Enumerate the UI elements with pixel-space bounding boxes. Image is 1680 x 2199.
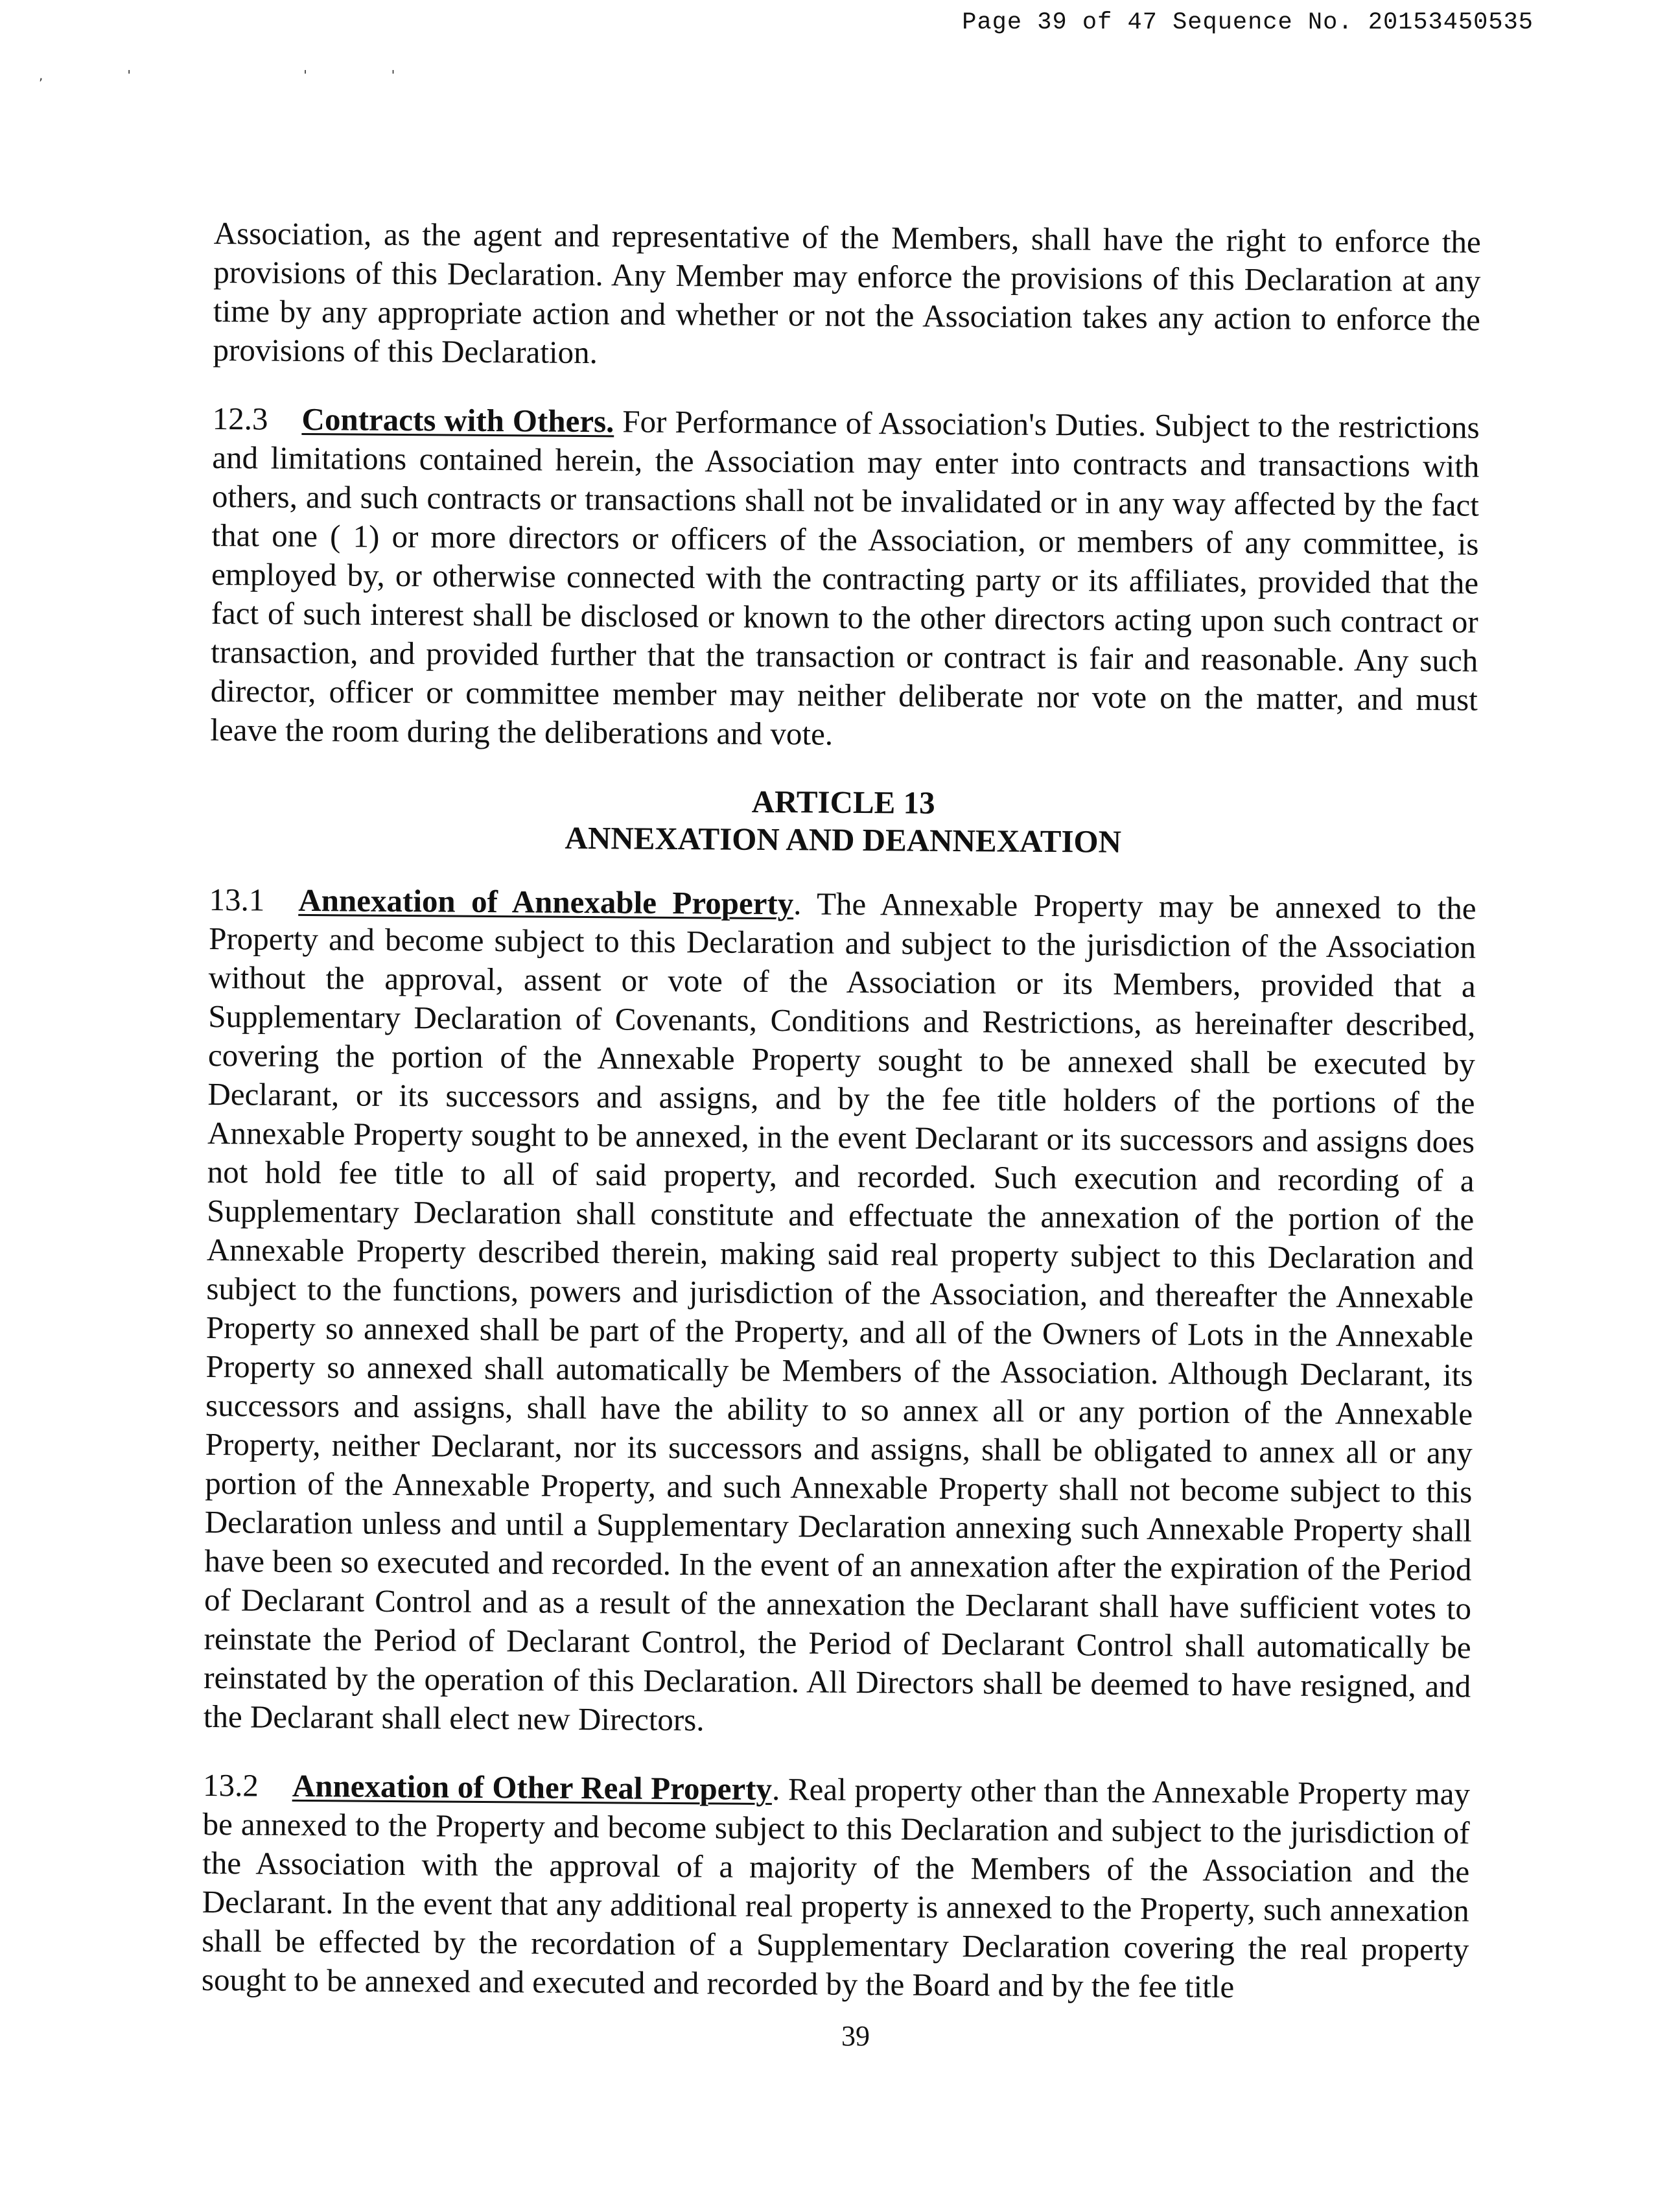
section-number: 12.3: [212, 400, 268, 437]
article-title: ANNEXATION AND DEANNEXATION: [565, 819, 1122, 860]
section-title: Contracts with Others.: [301, 401, 614, 440]
section-title: Annexation of Other Real Property: [292, 1767, 773, 1807]
document-body: [201, 214, 1480, 2038]
section-13-2: [202, 1766, 1470, 2008]
section-13-1: [204, 880, 1476, 1745]
article-number: ARTICLE 13: [751, 783, 935, 821]
section-number: 13.2: [202, 1767, 259, 1804]
section-text: . Real property other than the Annexable Property may be annexed to the Property and become subject to this Declaration and subject to the jurisdiction of the Association with the approval of a majority of the Members of the Association and the Declarant. In the event that any additional real property is annexed to the Property, such annexation shall be effected by the recordation of a Supplementary Declaration covering the real property sought to be annexed and executed and recorded by the Board and by the fee title: [201, 1771, 1471, 2005]
page-number: 39: [841, 2020, 870, 2052]
page-sequence-stamp: Page 39 of 47 Sequence No. 20153450535: [962, 9, 1534, 36]
paragraph-continuation: Association, as the agent and representative of the Members, shall have the right to enforce the provisions of this Declaration. Any Member may enforce the provisions of this Declaration at any time by any appropriate action and whether or not the Association takes any action to enforce the provisions of this Declaration.: [213, 215, 1481, 371]
scan-marks: ,' '': [39, 67, 480, 83]
section-title: Annexation of Annexable Property: [298, 882, 794, 922]
section-number: 13.1: [209, 881, 265, 918]
section-text: For Performance of Association's Duties. Subject to the restrictions and limitations contained herein, the Association may enter into contracts and transactions with others, and such contracts or transactions shall not be invalidated or in any way affected by the fact that one ( 1) or more directors or officers of the Association, or members of any committee, is employed by, or otherwise connected with the contracting party or its affiliates, provided that the fact of such interest shall be disclosed or known to the other directors acting upon such contract or transaction, and provided further that the transaction or contract is fair and reasonable. Any such director, officer or committee member may neither deliberate nor vote on the matter, and must leave the room during the deliberations and vote.: [210, 403, 1480, 752]
section-12-3: [210, 399, 1480, 758]
article-heading: [209, 779, 1477, 864]
section-text: . The Annexable Property may be annexed to the Property and become subject to this Declaration and subject to the jurisdiction of the Association without the approval, assent or vote of the Association or its Members, provided that a Supplementary Declaration of Covenants, Conditions and Restrictions, as hereinafter described, covering the portion of the Annexable Property sought to be annexed shall be executed by Declarant, or its successors and assigns, and by the fee title holders of the portions of the Annexable Property sought to be annexed, in the event Declarant or its successors and assigns does not hold fee title to all of said property, and recorded. Such execution and recording of a Supplementary Declaration shall constitute and effectuate the annexation of the portion of the Annexable Property described therein, making said real property subject to this Declaration and subject to the functions, powers and jurisdiction of the Association, and thereafter the Annexable Property so annexed shall be part of the Property, and all of the Owners of Lots in the Annexable Property so annexed shall automatically be Members of the Association. Although Declarant, its successors and assigns, shall have the ability to so annex all or any portion of the Annexable Property, neither Declarant, nor its successors and assigns, shall be obligated to annex all or any portion of the Annexable Property, and such Annexable Property shall not become subject to this Declaration unless and until a Supplementary Declaration annexing such Annexable Property shall have been so executed and recorded. In the event of an annexation after the expiration of the Period of Declarant Control and as a result of the annexation the Declarant shall have sufficient votes to reinstate the Period of Declarant Control, the Period of Declarant Control shall automatically be reinstated by the operation of this Declaration. All Directors shall be deemed to have resigned, and the Declarant shall elect new Directors.: [203, 886, 1476, 1738]
